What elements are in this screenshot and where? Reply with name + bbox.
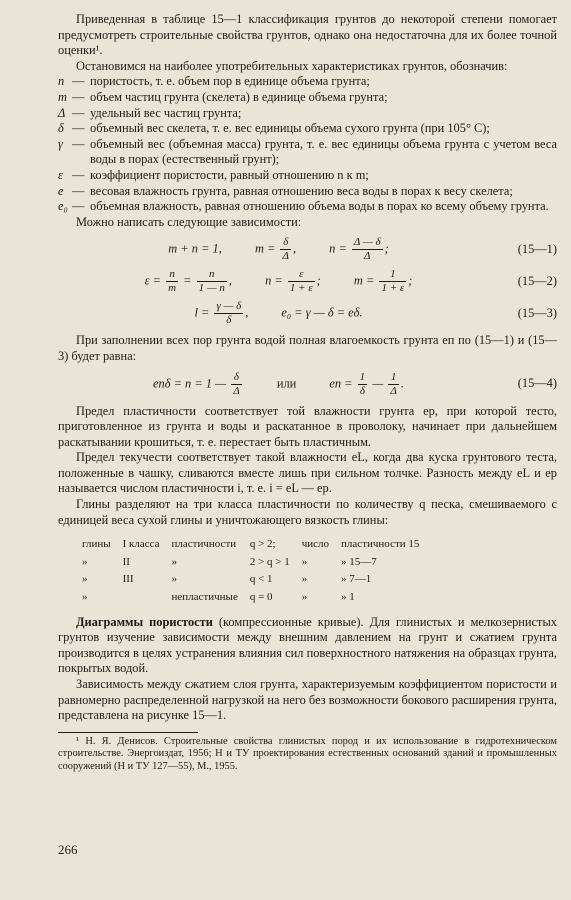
- paragraph-plastic-limit: Предел пластичности соответствует той влажности грунта ep, при которой тесто, приготовленное из грунта и воды и раскатанное в проволоку, начинает при дальнейшем раскатывании крошиться, т. е. перестает быть пластичным.: [58, 403, 557, 449]
- clay-classes-table: [76, 536, 425, 606]
- paragraph-intro: Приведенная в таблице 15—1 классификация грунтов до некоторой степени помогает предусмотреть строительные свойства грунтов, однако она недостаточна для их более точной оценки¹.: [58, 12, 557, 58]
- equation-15-4: eпδ = n = 1 — $\frac{\delta}{\Delta}$ или eп = $\frac{1}{\delta}$ — $\frac{1}{\Delta}$ . (15—4): [153, 370, 557, 397]
- definition-item: Δ — удельный вес частиц грунта;: [58, 105, 242, 120]
- paragraph-moisture-capacity: При заполнении всех пор грунта водой полная влагоемкость грунта eп по (15—1) и (15—3) будет равна:: [58, 333, 557, 363]
- table-row: глины I класса пластичности q > 2; число пластичности 15: [82, 538, 420, 551]
- equation-number: (15—4): [517, 376, 557, 391]
- paragraph-dependencies: Можно написать следующие зависимости:: [76, 214, 302, 229]
- definition-item: e — весовая влажность грунта, равная отношению веса воды в порах к весу скелета;: [58, 183, 513, 198]
- paragraph-porosity-diagrams: Диаграммы пористости (компрессионные кривые). Для глинистых и мелкозернистых грунтов изучение зависимости между внешним давлением на грунт и сжатием грунта производится в целях устранения влияния сил поверхностного натяжения на образцах грунта, покрытых водой.: [58, 614, 557, 676]
- section-heading: Диаграммы пористости: [76, 614, 213, 629]
- paragraph-compression: Зависимость между сжатием слоя грунта, характеризуемым коэффициентом пористости и равномерно распределенной нагрузкой на него без возможности бокового расширения грунта, представлена на рисунке 15—1.: [58, 677, 557, 723]
- footnote-divider: [58, 732, 198, 733]
- table-row: » II » 2 > q > 1 » » 15—7: [82, 555, 377, 568]
- table-row: » непластичные q = 0 » » 1: [82, 591, 355, 604]
- equation-15-2: ε = $\frac{n}{m}$ = $\frac{n}{1 — n}$ , n = $\frac{\varepsilon}{1 + \varepsilon}$ ; m = $\frac{1}{1 + \varepsilon}$ ; (15—2): [144, 268, 557, 295]
- equation-number: (15—2): [517, 274, 557, 289]
- table-row: » III » q < 1 » » 7—1: [82, 573, 372, 586]
- definition-item: γ — объемный вес (объемная масса) грунта, т. е. вес единицы объема грунта с учетом веса воды в порах (естественный грунт);: [58, 136, 557, 167]
- definition-item: e₀ — объемная влажность, равная отношению объема воды в порах ко всему объему грунта.: [58, 199, 549, 214]
- paragraph-notation: Остановимся на наиболее употребительных характеристиках грунтов, обозначив:: [76, 58, 508, 73]
- definition-item: δ — объемный вес скелета, т. е. вес единицы объема сухого грунта (при 105° С);: [58, 121, 490, 136]
- paragraph-liquid-limit: Предел текучести соответствует такой влажности eL, когда два куска грунтового теста, положенные в чашку, сливаются вместе лишь при сильном толчке. Разность между eL и ep называется числом пластичности i, т. е. i = eL — ep.: [58, 450, 557, 496]
- definition-item: n — пористость, т. е. объем пор в единице объема грунта;: [58, 74, 370, 89]
- definitions-list: [58, 74, 557, 214]
- definition-item: m — объем частиц грунта (скелета) в единице объема грунта;: [58, 89, 388, 104]
- equation-15-3: l = $\frac{\gamma — \delta}{\delta}$ , e₀ = γ — δ = eδ. (15—3): [194, 300, 557, 327]
- equation-15-1: m + n = 1, m = $\frac{\delta}{\Delta}$ , n = $\frac{\Delta — \delta}{\Delta}$ ; (15—1): [168, 236, 557, 263]
- equation-number: (15—3): [517, 306, 557, 321]
- definition-item: ε — коэффициент пористости, равный отношению n к m;: [58, 167, 369, 182]
- footnote: ¹ Н. Я. Денисов. Строительные свойства глинистых пород и их использование в гидротехническом строительстве. Энергоиздат, 1956; Н и ТУ проектирования естественных оснований зданий и промышленных сооружений (Н и ТУ 127—55), М., 1955.: [58, 735, 557, 772]
- equation-number: (15—1): [517, 242, 557, 257]
- paragraph-clay-classes: Глины разделяют на три класса пластичности по количеству q песка, смешиваемого с единицей веса сухой глины и уничтожающего вязкость глины:: [58, 497, 557, 527]
- page-number: 266: [58, 842, 78, 857]
